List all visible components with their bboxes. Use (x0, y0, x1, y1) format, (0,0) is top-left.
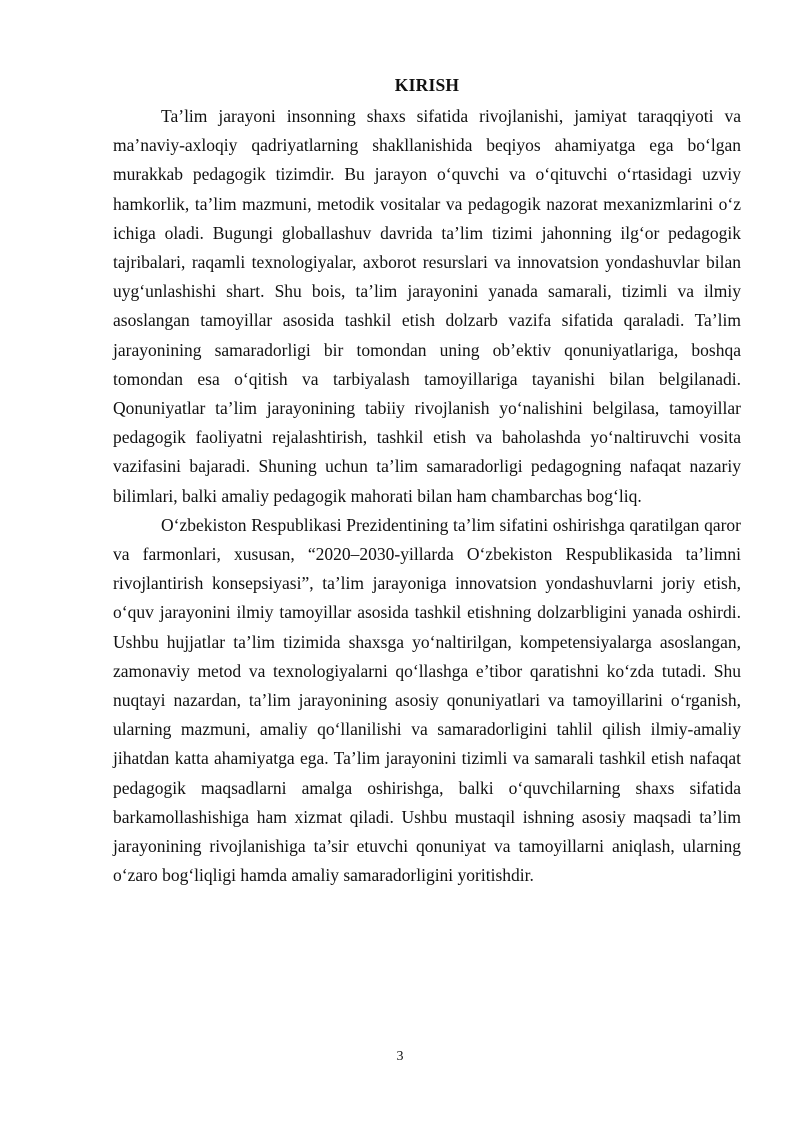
paragraph-intro: Ta’lim jarayoni insonning shaxs sifatida rivojlanishi, jamiyat taraqqiyoti va ma’naviy-axloqiy qadriyatlarning shakllanishida beqiyos ahamiyatga ega bo‘lgan murakkab pedagogik tizimdir. Bu jarayon o‘quvchi va o‘qituvchi o‘rtasidagi uzviy hamkorlik, ta’lim mazmuni, metodik vositalar va pedagogik nazorat mexanizmlarini o‘z ichiga oladi. Bugungi globallashuv davrida ta’lim tizimi jahonning ilg‘or pedagogik tajribalari, raqamli texnologiyalar, axborot resurslari va innovatsion yondashuvlar bilan uyg‘unlashishi shart. Shu bois, ta’lim jarayonini yanada samarali, tizimli va ilmiy asoslangan tamoyillar asosida tashkil etish dolzarb vazifa sifatida qaraladi. Ta’lim jarayonining samaradorligi bir tomondan uning ob’ektiv qonuniyatlariga, boshqa tomondan esa o‘qitish va tarbiyalash tamoyillariga tayanishi bilan belgilanadi. Qonuniyatlar ta’lim jarayonining tabiiy rivojlanish yo‘nalishini belgilasa, tamoyillar pedagogik faoliyatni rejalashtirish, tashkil etish va baholashda yo‘naltiruvchi vosita vazifasini bajaradi. Shuning uchun ta’lim samaradorligi pedagogning nafaqat nazariy bilimlari, balki amaliy pedagogik mahorati bilan ham chambarchas bog‘liq. (113, 106, 741, 506)
section-title: KIRISH (394, 75, 460, 95)
paragraph-context: O‘zbekiston Respublikasi Prezidentining ta’lim sifatini oshirishga qaratilgan qaror va farmonlari, xususan, “2020–2030-yillarda O‘zbekiston Respublikasida ta’limni rivojlantirish konsepsiyasi”, ta’lim jarayoniga innovatsion yondashuvlarni joriy etish, o‘quv jarayonini ilmiy tamoyillar asosida tashkil etishning dolzarbligini yanada oshirdi. Ushbu hujjatlar ta’lim tizimida shaxsga yo‘naltirilgan, kompetensiyalarga asoslangan, zamonaviy metod va texnologiyalarni qo‘llashga e’tibor qaratishni ko‘zda tutadi. Shu nuqtayi nazardan, ta’lim jarayonining asosiy qonuniyatlari va tamoyillarini o‘rganish, ularning mazmuni, amaliy qo‘llanilishi va samaradorligini tahlil qilish ilmiy-amaliy jihatdan katta ahamiyatga ega. Ta’lim jarayonini tizimli va samarali tashkil etish nafaqat pedagogik maqsadlarni amalga oshirishga, balki o‘quvchilarning shaxs sifatida barkamollashishiga ham xizmat qiladi. Ushbu mustaqil ishning asosiy maqsadi ta’lim jarayonining rivojlanishiga ta’sir etuvchi qonuniyat va tamoyillarni aniqlash, ularning o‘zaro bog‘liqligi hamda amaliy samaradorligini yoritishdir. (113, 514, 741, 886)
page-content (113, 72, 741, 890)
page-number: 3 (396, 1049, 404, 1064)
